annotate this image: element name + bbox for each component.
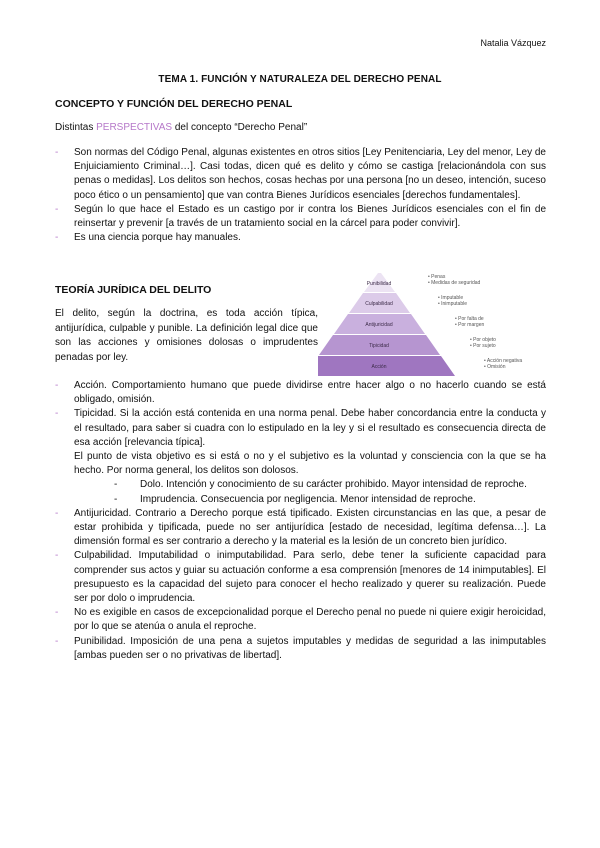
intro-text-after: del concepto “Derecho Penal” [172, 122, 308, 133]
pyramid-note: • Imputable [438, 295, 464, 301]
sub-list-item: - Imprudencia. Consecuencia por negligencia. Menor intensidad de reproche. [74, 493, 546, 507]
pyramid-note: • Inimputable [438, 301, 467, 307]
pyramid-label: Punibilidad [366, 281, 392, 287]
delito-definition: El delito, según la doctrina, es toda acción típica, antijurídica, culpable y punible. La definición legal dice que son las acciones y omisiones dolosas o imprudentes penadas por ley. [55, 308, 318, 363]
item-text: Punibilidad. Imposición de una pena a sujetos imputables y medidas de seguridad a las inimputables [ambas pueden ser o no privativas de libertad]. [74, 635, 546, 661]
sub-list [74, 478, 546, 506]
list-item: - Es una ciencia porque hay manuales. [55, 231, 546, 245]
delito-elements-list [55, 379, 546, 663]
section-heading-concepto: CONCEPTO Y FUNCIÓN DEL DERECHO PENAL [55, 98, 293, 110]
list-item [55, 606, 546, 634]
section-heading-teoria: TEORÍA JURÍDICA DEL DELITO [55, 284, 212, 296]
item-text: Antijuricidad. Contrario a Derecho porque está tipificado. Existen circunstancias en las que, a pesar de estar prohibida y tipificada, puede no ser antijurídica [estado de necesidad, legítima defensa…]. La dimensión formal es ser contrario a derecho y la material es la lesión de un concreto bien jurídico. [74, 507, 546, 548]
sub-list-item: - Dolo. Intención y conocimiento de su carácter prohibido. Mayor intensidad de reproche. [74, 478, 546, 492]
perspectives-intro [55, 122, 307, 133]
pyramid-note: • Por objeto [470, 337, 496, 343]
pyramid-label: Antijuricidad [365, 322, 393, 328]
pyramid-note: • Por sujeto [470, 343, 496, 349]
item-text: No es exigible en casos de excepcionalidad porque el Derecho penal no puede ni quiere exigir heroicidad, por lo que se atenúa o anula el reproche. [74, 607, 546, 633]
pyramid-note: • Omisión [484, 364, 506, 370]
intro-text-before: Distintas [55, 122, 97, 133]
document-title: TEMA 1. FUNCIÓN Y NATURALEZA DEL DERECHO PENAL [158, 74, 442, 85]
item-text: Culpabilidad. Imputabilidad o inimputabilidad. Para serlo, debe tener la suficiente capacidad para comprender sus actos y guiar su actuación conforme a esa comprensión [menores de 14 inimputables]. El presupuesto es la capacidad del sujeto para conocer el hecho realizado y querer su realización. Puede ser por dolo o imprudencia. [74, 550, 546, 605]
list-item [55, 379, 546, 407]
perspectives-list [55, 146, 546, 245]
list-item: - Según lo que hace el Estado es un castigo por ir contra los Bienes Jurídicos esenciales con el fin de reinsertar y prevenir [a través de un tratamiento social en la cárcel para poder convivir]. [55, 203, 546, 231]
pyramid-note: • Medidas de seguridad [428, 280, 481, 286]
pyramid-note: • Por margen [455, 322, 485, 328]
list-item [55, 407, 546, 506]
perspectives-highlight: PERSPECTIVAS [96, 122, 173, 133]
pyramid-label: Acción [371, 364, 387, 370]
pyramid-label: Culpabilidad [365, 301, 393, 307]
item-text: Acción. Comportamiento humano que puede dividirse entre hacer algo o no hacerlo cuando se está obligado, omisión. [74, 380, 546, 406]
list-item [55, 507, 546, 550]
pyramid-note: • Acción negativa [484, 358, 523, 364]
list-item: - Son normas del Código Penal, algunas existentes en otros sitios [Ley Penitenciaria, Ley del menor, Ley de Enjuiciamiento Criminal…]. Casi todas, dicen qué es delito y cómo se castiga [relacionándola con sus penas o medidas]. Los delitos son hechos, cosas hechas por una persona [no un deseo, intención, suceso poco ético o un pensamiento] que van contra Bienes Jurídicos esenciales [derechos fundamentales]. [55, 146, 546, 203]
item-extra-paragraph: El punto de vista objetivo es si está o no y el subjetivo es la voluntad y consciencia con la que se ha hecho. Por norma general, los delitos son dolosos. [74, 451, 546, 477]
pyramid-label: Tipicidad [369, 343, 389, 349]
list-item [55, 549, 546, 606]
delito-pyramid-diagram [318, 271, 546, 377]
author-name: Natalia Vázquez [480, 38, 546, 48]
pyramid-note: • Penas [428, 274, 446, 280]
list-item [55, 635, 546, 663]
item-text: Tipicidad. Si la acción está contenida en una norma penal. Debe haber concordancia entre la conducta y el resultado, para saber si cuadra con lo estipulado en la ley y si el resultado es consecuencia directa de esa acción [relevancia típica]. [74, 408, 546, 448]
pyramid-note: • Por falta de [455, 316, 484, 322]
